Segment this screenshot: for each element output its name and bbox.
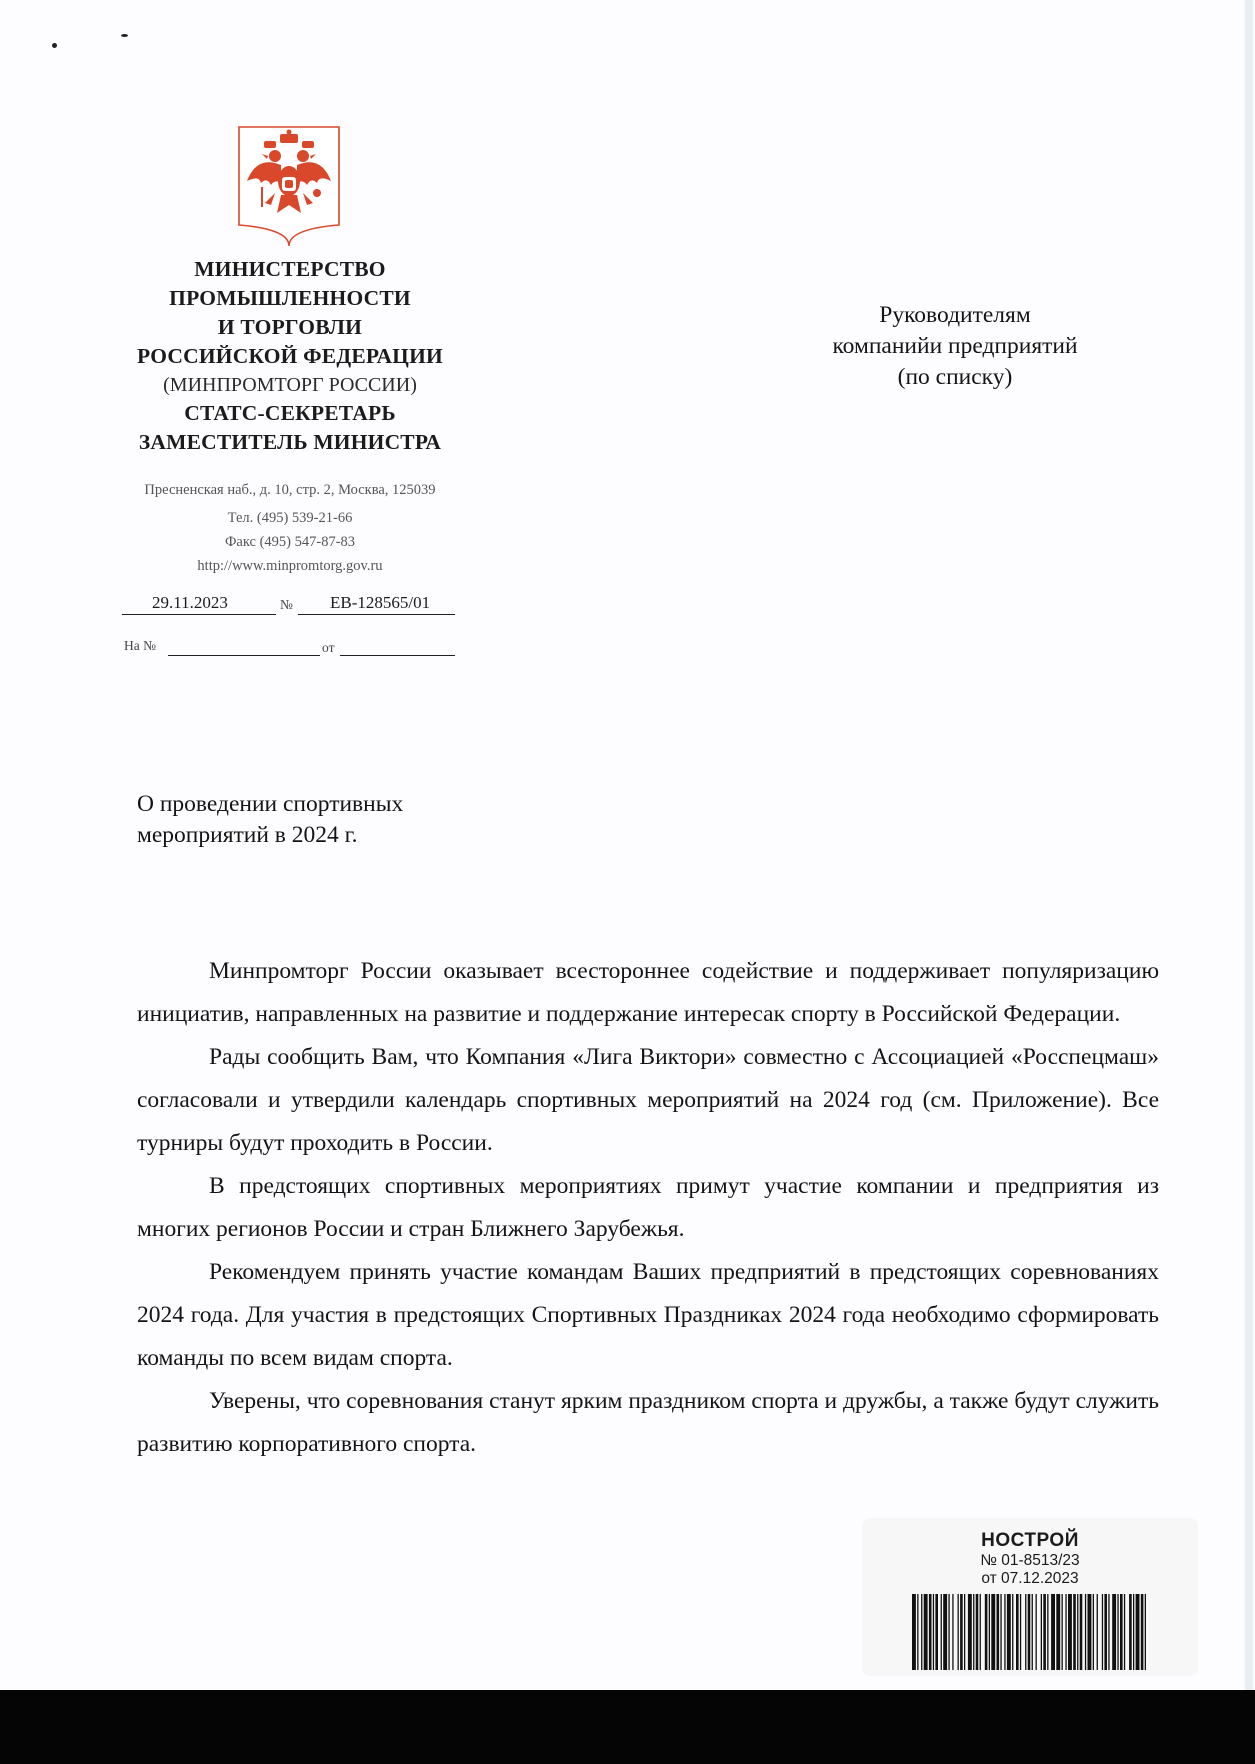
barcode-bar — [1120, 1594, 1123, 1670]
position-line: СТАТС-СЕКРЕТАРЬ — [184, 401, 396, 425]
registration-number: ЕВ-128565/01 — [330, 593, 431, 612]
body-paragraph: Минпромторг России оказывает всестороннее содействие и поддерживает популяризацию инициатив, направленных на развитие и поддержание интересак спорту в Российской Федерации. — [137, 958, 1159, 1027]
barcode-bar — [973, 1594, 974, 1670]
barcode-bar — [989, 1594, 990, 1670]
barcode-bar — [1032, 1594, 1033, 1670]
barcode-bar — [921, 1594, 922, 1670]
barcode-bar — [1004, 1594, 1005, 1670]
addressee-line: Руководителям — [879, 302, 1031, 328]
addressee-line: (по списку) — [897, 364, 1013, 390]
reply-number-label: На № — [124, 638, 156, 653]
barcode-bar — [1000, 1594, 1001, 1670]
barcode-bar — [948, 1594, 949, 1670]
barcode-bar — [1065, 1594, 1066, 1670]
barcode-bar — [991, 1594, 995, 1670]
russian-coat-of-arms-icon — [237, 125, 341, 247]
barcode-bar — [1108, 1594, 1109, 1670]
body-paragraph: Уверены, что соревнования станут ярким праздником спорта и дружбы, а также будут служить развитию корпоративного спорта. — [137, 1388, 1159, 1457]
number-underline — [298, 614, 455, 615]
ministry-address: Пресненская наб., д. 10, стр. 2, Москва, 125039 — [144, 482, 436, 498]
scan-artifact — [52, 43, 57, 48]
ministry-phone: Тел. (495) 539-21-66 — [227, 510, 353, 526]
barcode-bar — [1028, 1594, 1031, 1670]
registration-number-label: № — [280, 597, 293, 612]
ministry-website: http://www.minpromtorg.gov.ru — [197, 558, 383, 574]
barcode-bar — [1145, 1594, 1146, 1670]
barcode-bar — [958, 1594, 959, 1670]
barcode-bar — [985, 1594, 988, 1670]
barcode-bar — [924, 1594, 928, 1670]
barcode-bar — [1051, 1594, 1055, 1670]
barcode-bar — [964, 1594, 965, 1670]
barcode-bar — [997, 1594, 1000, 1670]
barcode-bar — [1097, 1594, 1098, 1670]
ministry-name-line: РОССИЙСКОЙ ФЕДЕРАЦИИ — [137, 344, 443, 368]
stamp-organization: НОСТРОЙ — [981, 1530, 1079, 1551]
letter-subject — [137, 789, 517, 851]
date-underline — [122, 614, 276, 615]
barcode-bar — [1112, 1594, 1116, 1670]
stamp-number: № 01-8513/23 — [980, 1552, 1080, 1569]
ministry-name-line: ПРОМЫШЛЕННОСТИ — [169, 286, 411, 310]
registration-date: 29.11.2023 — [152, 593, 228, 612]
barcode-bar — [1025, 1594, 1026, 1670]
barcode-bar — [952, 1594, 953, 1670]
body-paragraph: Рады сообщить Вам, что Компания «Лига Виктори» совместно с Ассоциацией «Росспецмаш» согласовали и утвердили календарь спортивных мероприятий на 2024 год (см. Приложение). Все турниры будут проходить в России. — [137, 1044, 1159, 1156]
barcode-bar — [1036, 1594, 1037, 1670]
barcode-bar — [976, 1594, 979, 1670]
barcode-bar — [1080, 1594, 1083, 1670]
barcode-bar — [1129, 1594, 1132, 1670]
barcode-bar — [1104, 1594, 1107, 1670]
barcode-bar — [1012, 1594, 1013, 1670]
barcode-bar — [960, 1594, 963, 1670]
scan-artifact — [121, 34, 128, 37]
barcode-bar — [1020, 1594, 1021, 1670]
barcode-bar — [1133, 1594, 1134, 1670]
addressee-line: компанийи предприятий — [832, 333, 1078, 359]
body-paragraph: В предстоящих спортивных мероприятиях примут участие компании и предприятия из многих регионов России и стран Ближнего Зарубежья. — [137, 1173, 1159, 1242]
scan-bottom-band — [0, 1690, 1255, 1764]
barcode-bar — [1068, 1594, 1072, 1670]
reply-date-underline — [340, 655, 455, 656]
barcode-bar — [935, 1594, 938, 1670]
barcode-bar — [912, 1594, 916, 1670]
barcode-bar — [1062, 1594, 1063, 1670]
ministry-name-line: МИНИСТЕРСТВО — [194, 257, 386, 281]
ministry-fax: Факс (495) 547-87-83 — [224, 534, 356, 550]
subject-line: мероприятий в 2024 г. — [137, 822, 358, 848]
barcode-bar — [1136, 1594, 1140, 1670]
subject-line: О проведении спортивных — [137, 791, 404, 817]
reply-from-label: от — [322, 640, 335, 655]
incoming-stamp — [862, 1518, 1198, 1676]
ministry-short-name: (МИНПРОМТОРГ РОССИИ) — [163, 374, 417, 396]
barcode-bar — [1077, 1594, 1078, 1670]
barcode-bar — [1016, 1594, 1019, 1670]
barcode-bar — [1124, 1594, 1125, 1670]
barcode-bar — [1102, 1594, 1103, 1670]
addressee-block — [790, 300, 1120, 393]
barcode-bar — [943, 1594, 947, 1670]
barcode-bar — [933, 1594, 934, 1670]
barcode-icon — [912, 1594, 1148, 1670]
body-paragraph: Рекомендуем принять участие командам Ваших предприятий в предстоящих соревнованиях 2024 года. Для участия в предстоящих Спортивных Праздниках 2024 года необходимо сформировать команды по всем видам спорта. — [137, 1259, 1159, 1371]
barcode-bar — [1093, 1594, 1094, 1670]
barcode-bar — [1056, 1594, 1060, 1670]
barcode-bar — [1047, 1594, 1048, 1670]
barcode-bar — [1007, 1594, 1011, 1670]
barcode-bar — [1041, 1594, 1042, 1670]
barcode-bar — [980, 1594, 981, 1670]
barcode-bar — [1073, 1594, 1076, 1670]
barcode-bar — [929, 1594, 932, 1670]
barcode-bar — [917, 1594, 918, 1670]
ministry-header — [100, 255, 480, 457]
ministry-name-line: И ТОРГОВЛИ — [217, 315, 363, 339]
position-line: ЗАМЕСТИТЕЛЬ МИНИСТРА — [138, 430, 442, 454]
barcode-bar — [1085, 1594, 1086, 1670]
barcode-bar — [941, 1594, 942, 1670]
stamp-date: от 07.12.2023 — [981, 1570, 1079, 1587]
barcode-bar — [968, 1594, 972, 1670]
letter-body — [137, 950, 1159, 1466]
reply-number-underline — [168, 655, 320, 656]
barcode-bar — [1141, 1594, 1144, 1670]
barcode-bar — [1043, 1594, 1046, 1670]
barcode-bar — [1117, 1594, 1118, 1670]
barcode-bar — [1088, 1594, 1092, 1670]
